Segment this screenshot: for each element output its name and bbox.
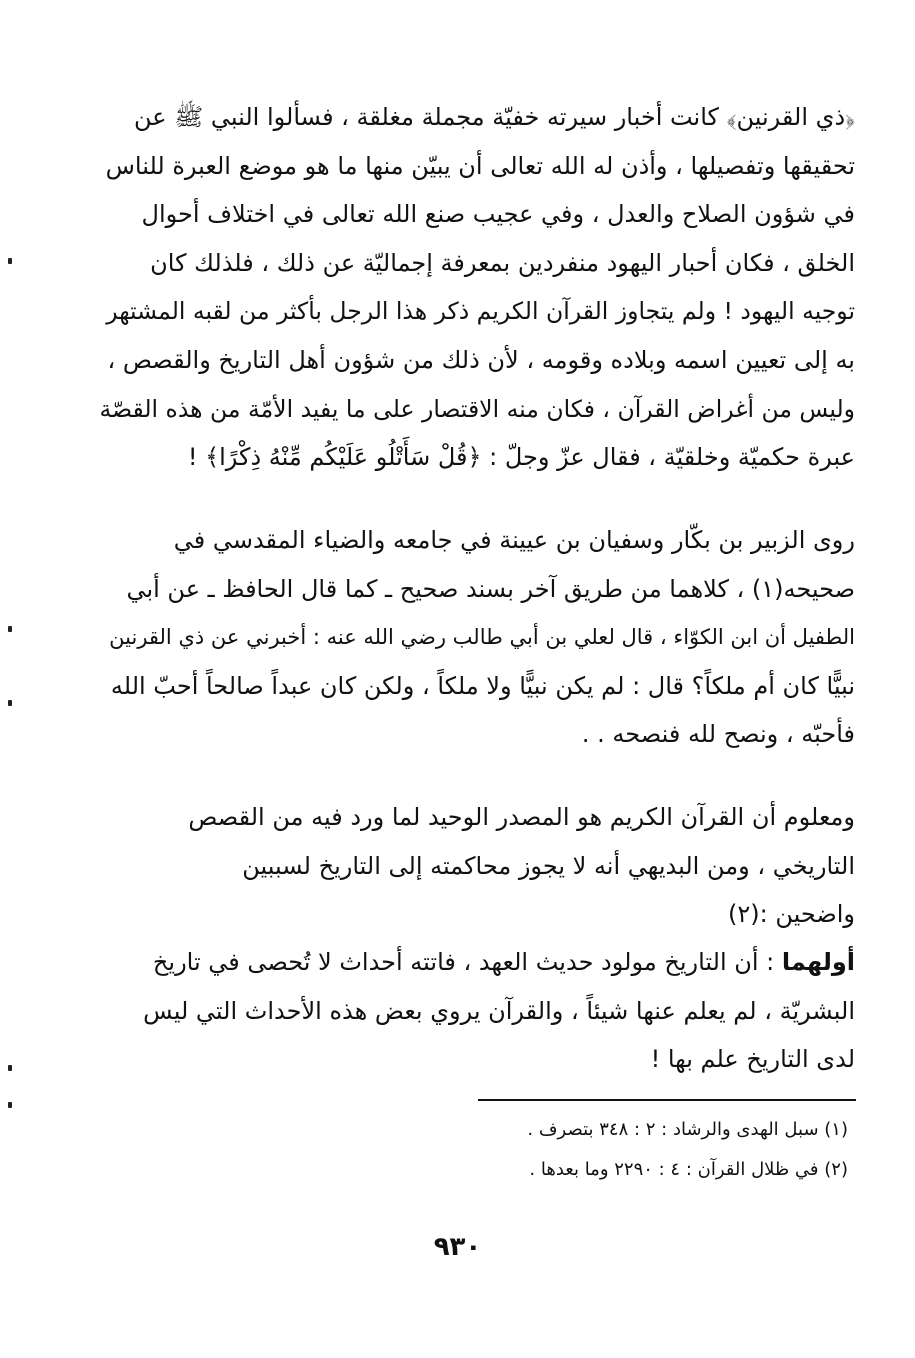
text-line: ﴿ذي القرنين﴾ كانت أخبار سيرته خفيّة مجملة مغلقة ، فسألوا النبي ﷺ عن	[134, 103, 855, 131]
margin-speck	[8, 1065, 12, 1071]
margin-speck	[8, 700, 12, 706]
margin-speck	[8, 1102, 12, 1108]
text-line: الطفيل أن ابن الكوّاء ، قال لعلي بن أبي طالب رضي الله عنه : أخبرني عن ذي القرنين	[109, 625, 855, 650]
lead-word: أولهما	[781, 948, 855, 976]
text-line: في شؤون الصلاح والعدل ، وفي عجيب صنع الله تعالى في اختلاف أحوال	[141, 200, 855, 229]
paragraph-2	[100, 516, 855, 759]
footnote-1: (١) سبل الهدى والرشاد : ٢ : ٣٤٨ بتصرف .	[527, 1119, 848, 1140]
text-line-with-lead	[100, 938, 855, 987]
page-number: ٩٣٠	[433, 1232, 482, 1262]
footnote-2: (٢) في ظلال القرآن : ٤ : ٢٢٩٠ وما بعدها .	[529, 1159, 848, 1180]
text-line: واضحين :(٢)	[728, 900, 855, 929]
text-line: الخلق ، فكان أحبار اليهود منفردين بمعرفة إجماليّة عن ذلك ، فلذلك كان	[150, 248, 855, 277]
text-line: به إلى تعيين اسمه وبلاده وقومه ، لأن ذلك من شؤون أهل التاريخ والقصص ،	[107, 345, 855, 374]
paragraph-4	[100, 938, 855, 1084]
paragraph-3	[100, 793, 855, 939]
footnotes	[300, 1110, 848, 1190]
text-line: البشريّة ، لم يعلم عنها شيئاً ، والقرآن يروي بعض هذه الأحداث التي ليس	[143, 996, 855, 1025]
margin-speck	[8, 258, 12, 264]
text-line: تحقيقها وتفصيلها ، وأذن له الله تعالى أن يبيّن منها ما هو موضع العبرة للناس	[105, 151, 855, 180]
text-line: ومعلوم أن القرآن الكريم هو المصدر الوحيد لما ورد فيه من القصص	[188, 803, 855, 831]
text-line: توجيه اليهود ! ولم يتجاوز القرآن الكريم ذكر هذا الرجل بأكثر من لقبه المشتهر	[106, 297, 855, 326]
paragraph-1	[100, 93, 855, 482]
text-line: روى الزبير بن بكّار وسفيان بن عيينة في جامعه والضياء المقدسي في	[173, 526, 855, 554]
text-line: عبرة حكميّة وخلقيّة ، فقال عزّ وجلّ : ﴿قُلْ سَأَتْلُو عَلَيْكُم مِّنْهُ ذِكْرًا﴾ !	[187, 443, 855, 472]
text-line: وليس من أغراض القرآن ، فكان منه الاقتصار على ما يفيد الأمّة من هذه القصّة	[100, 394, 855, 423]
footnote-divider	[478, 1099, 856, 1101]
margin-speck	[8, 626, 12, 632]
text-line: التاريخي ، ومن البديهي أنه لا يجوز محاكمته إلى التاريخ لسببين	[242, 851, 855, 880]
text-line: لدى التاريخ علم بها !	[650, 1045, 855, 1074]
text-line: صحيحه(١) ، كلاهما من طريق آخر بسند صحيح ـ كما قال الحافظ ـ عن أبي	[126, 574, 855, 603]
lead-line-text: : أن التاريخ مولود حديث العهد ، فاتته أحداث لا تُحصى في تاريخ	[152, 948, 782, 976]
text-line: فأحبّه ، ونصح لله فنصحه . .	[581, 720, 855, 749]
text-line: نبيًّا كان أم ملكاً؟ قال : لم يكن نبيًّا ولا ملكاً ، ولكن كان عبداً صالحاً أحبّ الله	[110, 671, 855, 700]
